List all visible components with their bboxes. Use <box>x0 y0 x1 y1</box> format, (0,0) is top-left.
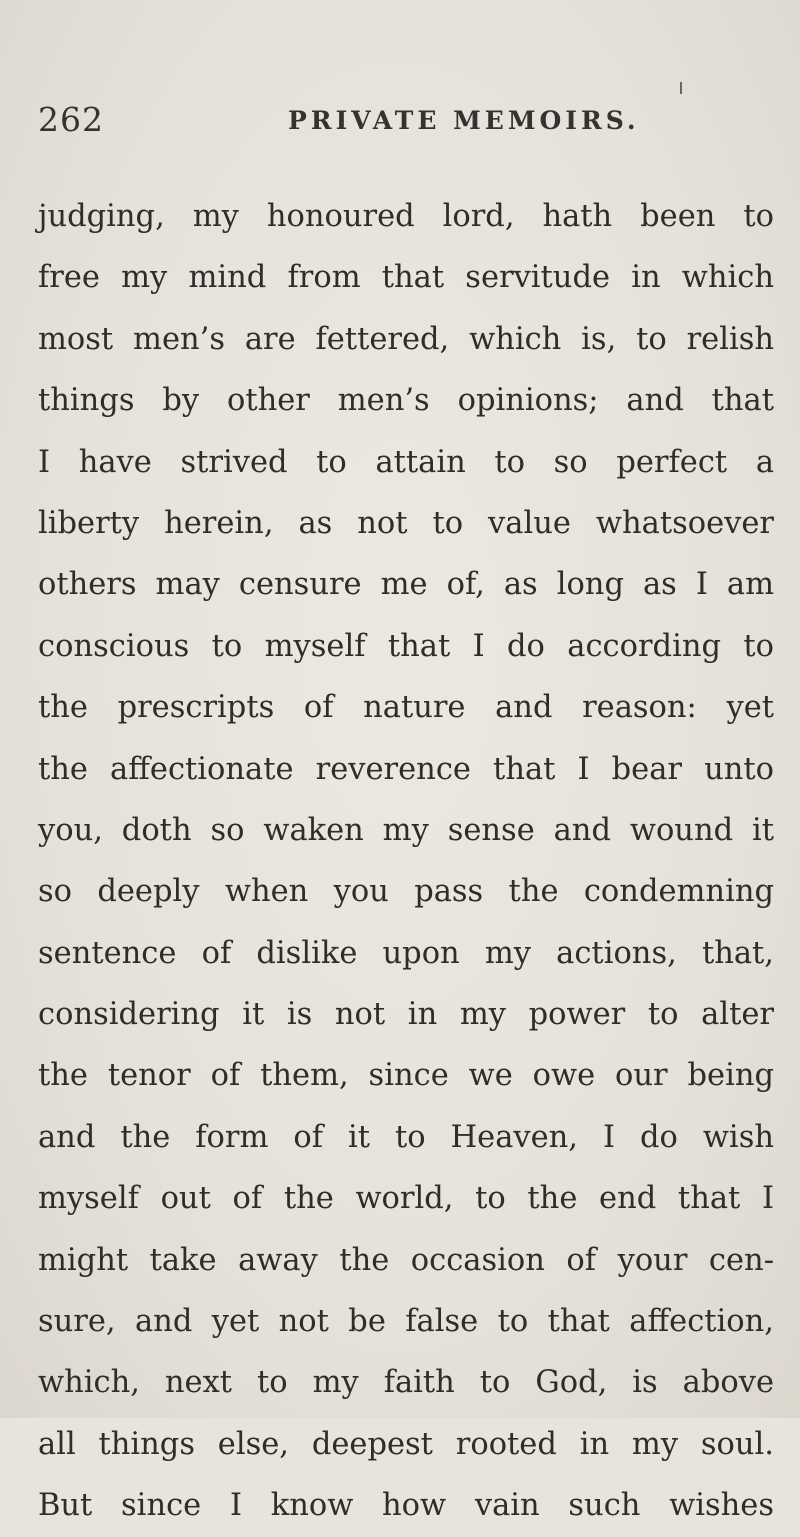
text-line: which, next to my faith to God, is above <box>38 1365 774 1401</box>
text-line: the affectionate reverence that I bear unto <box>38 751 774 787</box>
text-line: myself out of the world, to the end that I <box>38 1181 774 1217</box>
text-line: liberty herein, as not to value whatsoever <box>38 505 774 541</box>
text-line: sure, and yet not be false to that affection, <box>38 1304 774 1340</box>
text-line: conscious to myself that I do according to <box>38 628 774 664</box>
text-line: judging, my honoured lord, hath been to <box>38 199 774 234</box>
page-number: 262 <box>38 100 104 139</box>
text-line: and the form of it to Heaven, I do wish <box>38 1119 774 1155</box>
text-line: most men’s are fettered, which is, to relish <box>38 321 774 357</box>
text-line: might take away the occasion of your cen- <box>38 1242 774 1278</box>
text-line: you, doth so waken my sense and wound it <box>38 812 774 848</box>
text-line: all things else, deepest rooted in my soul. <box>38 1426 774 1462</box>
text-line: so deeply when you pass the condemning <box>38 874 774 910</box>
page-mark <box>680 82 682 94</box>
text-line: But since I know how vain such wishes <box>38 1488 774 1524</box>
running-title: PRIVATE MEMOIRS. <box>288 106 640 135</box>
text-line: the tenor of them, since we owe our being <box>38 1058 774 1094</box>
text-line: others may censure me of, as long as I am <box>38 567 774 603</box>
text-line: sentence of dislike upon my actions, that, <box>38 935 774 971</box>
text-line: free my mind from that servitude in which <box>38 260 774 296</box>
text-line: the prescripts of nature and reason: yet <box>38 690 774 726</box>
text-line: I have strived to attain to so perfect a <box>38 444 774 480</box>
page-header <box>38 100 758 144</box>
text-line: things by other men’s opinions; and that <box>38 383 774 419</box>
body-text <box>38 186 774 1537</box>
text-line: considering it is not in my power to alter <box>38 997 774 1033</box>
